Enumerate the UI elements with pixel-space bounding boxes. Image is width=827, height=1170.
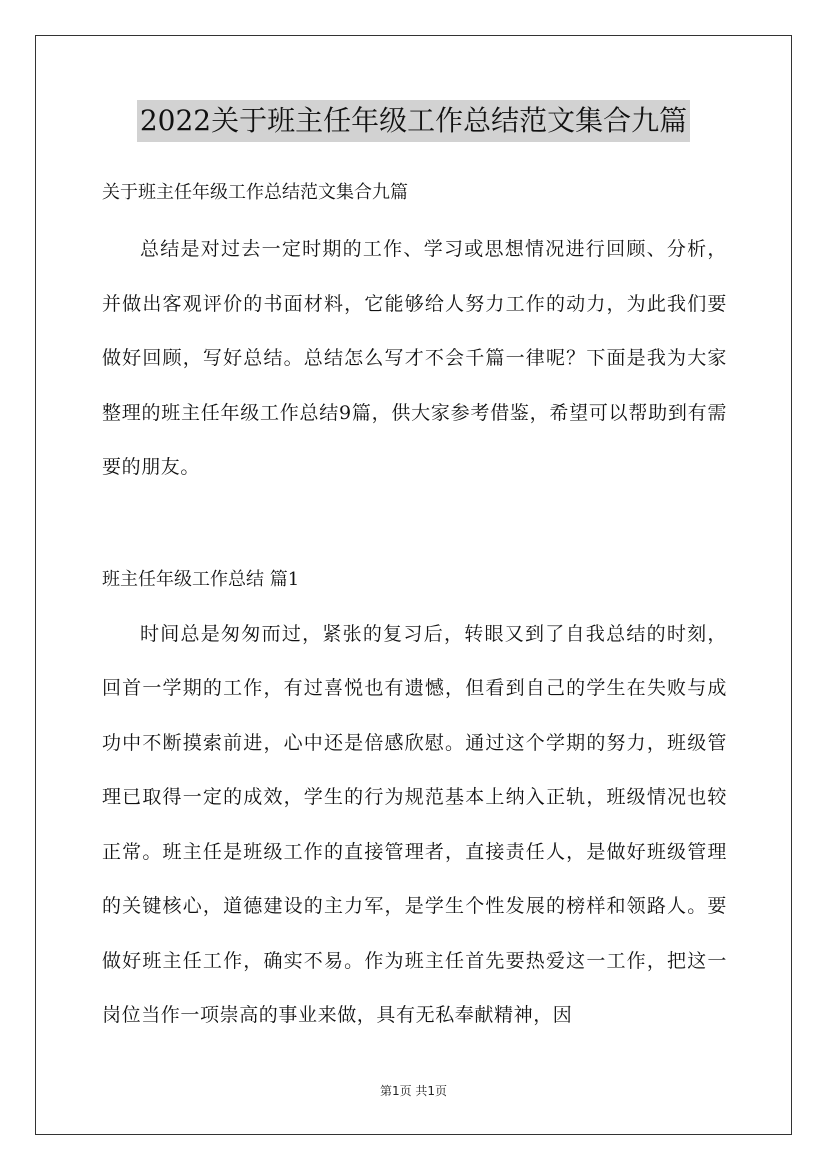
- document-title: 2022关于班主任年级工作总结范文集合九篇: [137, 100, 690, 142]
- intro-paragraph: 总结是对过去一定时期的工作、学习或思想情况进行回顾、分析，并做出客观评价的书面材料，它能够给人努力工作的动力，为此我们要做好回顾，写好总结。总结怎么写才不会千篇一律呢？下面是我为大家整理的班主任年级工作总结9篇，供大家参考借鉴，希望可以帮助到有需要的朋友。: [102, 238, 727, 478]
- section-paragraph: 时间总是匆匆而过，紧张的复习后，转眼又到了自我总结的时刻，回首一学期的工作，有过喜悦也有遗憾，但看到自己的学生在失败与成功中不断摸索前进，心中还是倍感欣慰。通过这个学期的努力，班级管理已取得一定的成效，学生的行为规范基本上纳入正轨，班级情况也较正常。班主任是班级工作的直接管理者，直接责任人，是做好班级管理的关键核心，道德建设的主力军，是学生个性发展的榜样和领路人。要做好班主任工作，确实不易。作为班主任首先要热爱这一工作，把这一岗位当作一项崇高的事业来做，具有无私奉献精神，因: [102, 622, 727, 1026]
- document-body: [102, 174, 727, 1043]
- title-container: [0, 100, 827, 142]
- section-heading: 班主任年级工作总结 篇1: [102, 568, 300, 590]
- page-footer: 第1页 共1页: [379, 1084, 448, 1098]
- document-subtitle: 关于班主任年级工作总结范文集合九篇: [102, 182, 408, 203]
